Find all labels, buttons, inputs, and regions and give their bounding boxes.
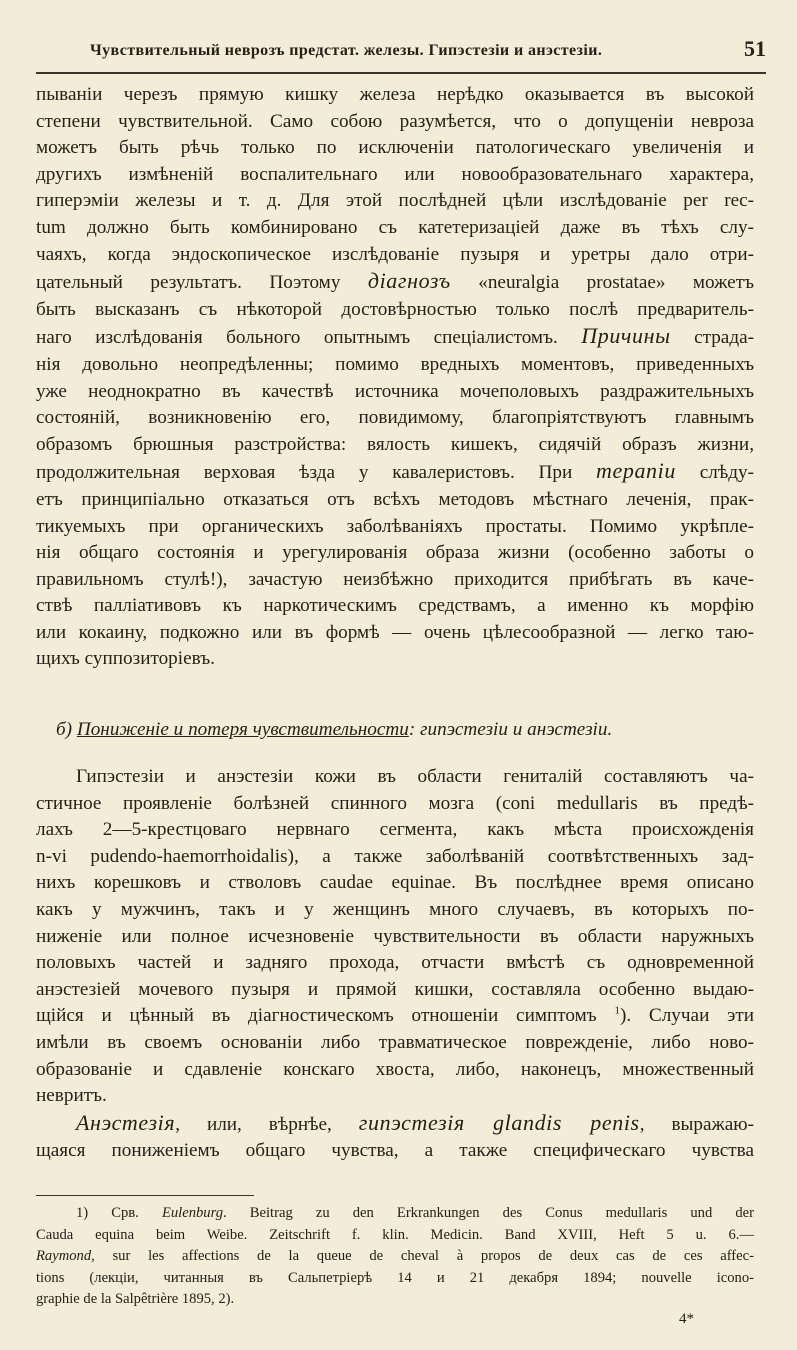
text-line [36, 323, 754, 352]
text-line: половыхъ частей и задняго прохода, отчасти вмѣстѣ съ одновременной [36, 952, 754, 974]
text-line: невритъ. [36, 1085, 107, 1107]
text-fragment: , выражаю- [639, 1113, 755, 1135]
text-line: или кокаину, подкожно или въ формѣ — очень цѣлесообразной — легко таю- [36, 621, 754, 643]
highlight-causes: Причины [581, 323, 671, 349]
section-title: Пониженiе и потеря чувствительности [76, 719, 409, 740]
text-line: правильномъ стулѣ!), зачастую неизбѣжно приходится прибѣгать въ каче- [36, 568, 754, 590]
text-line [36, 1110, 754, 1139]
text-fragment: цательный результатъ. Поэтому [36, 272, 368, 294]
author-name: Raymond [36, 1248, 92, 1264]
text-fragment: продолжительная верховая ѣзда у кавалеристовъ. При [36, 462, 596, 484]
text-fragment: . Beitrag zu den Erkrankungen des Conus medullaris und der [223, 1205, 754, 1221]
footnote-line: Cauda equina beim Weibe. Zeitschrift f. klin. Medicin. Band XVIII, Heft 5 u. 6.— [36, 1226, 754, 1243]
text-line: ниженiе или полное исчезновенiе чувствительности въ области наружныхъ [36, 925, 754, 947]
text-line: имѣли въ своемъ основанiи либо травматическое поврежденiе, либо ново- [36, 1031, 754, 1053]
text-line: tum должно быть комбинировано съ катетеризацiей даже въ тѣхъ слу- [36, 216, 754, 238]
footnote-line: tions (лекцiи, читанныя въ Сальпетрiерѣ 14 и 21 декабря 1894; nouvelle icono- [36, 1269, 754, 1286]
footnote-line [36, 1246, 754, 1268]
text-line: щихъ суппозиторiевъ. [36, 648, 215, 670]
footnote-rule [36, 1195, 254, 1196]
body-text-bottom [36, 764, 754, 1165]
text-line: анэстезiей мочевого пузыря и прямой кишки, составляла особенно выдаю- [36, 978, 754, 1000]
text-line: нiя общаго состоянiя и урегулированiя образа жизни (особенно заботы о [36, 542, 754, 564]
text-line: лахъ 2—5-крестцоваго нервнаго сегмента, какъ мѣста происхожденiя [36, 819, 754, 841]
running-head-title: Чувствительный неврозъ предстат. железы. Гипэстезiи и анэстезiи. [90, 42, 603, 59]
footnote-line [36, 1203, 754, 1225]
text-line: гиперэмiи железы и т. д. Для этой послѣдней цѣли изслѣдованiе per rec- [36, 190, 754, 212]
text-line: можетъ быть рѣчь только по исключенiи патологическаго увеличенiя и [36, 137, 754, 159]
text-fragment: , или, вѣрнѣе, [175, 1113, 359, 1135]
text-fragment: страда- [670, 327, 754, 349]
highlight-hypesthesia: гипэстезiя glandis penis [358, 1109, 640, 1135]
text-line: состоянiй, возникновенiю его, повидимому, благопрiятствуютъ главнымъ [36, 407, 754, 429]
text-fragment: «neuralgia prostatae» можетъ [450, 272, 754, 294]
text-line [36, 458, 754, 487]
text-line: нихъ корешковъ и стволовъ caudae equinae. Въ послѣднее время описано [36, 872, 754, 894]
section-marker: б) [56, 719, 73, 740]
text-line: Гипэстезiи и анэстезiи кожи въ области гениталiй составляютъ ча- [76, 766, 754, 787]
text-line: образомъ брюшныя разстройства: вялость кишекъ, сидячiй образъ жизни, [36, 433, 754, 455]
text-fragment: , sur les affections de la queue de cheval à propos de deux cas de ces affec- [91, 1248, 754, 1264]
text-line: ствѣ паллiативовъ къ наркотическимъ средствамъ, а именно къ морфiю [36, 595, 754, 617]
page-number: 51 [744, 36, 766, 61]
text-line: пыванiи черезъ прямую кишку железа нерѣдко оказывается въ высокой [36, 84, 754, 105]
text-line: нiя довольно неопредѣленны; помимо вредныхъ моментовъ, приведенныхъ [36, 353, 754, 375]
text-fragment: наго изслѣдованiя больного опытнымъ спецiалистомъ. [36, 327, 582, 349]
highlight-therapy: терапiи [596, 458, 676, 484]
author-name: Eulenburg [161, 1205, 224, 1221]
text-line [36, 268, 754, 297]
footnotes [36, 1203, 754, 1311]
text-line: n-vi pudendo-haemorrhoidalis), а также заболѣванiй соотвѣтственныхъ зад- [36, 845, 754, 867]
text-fragment: слѣду- [675, 462, 754, 484]
text-line: другихъ измѣненiй воспалительнаго или новообразовательнаго характера, [36, 163, 754, 185]
text-line: быть высказанъ съ нѣкоторой достовѣрностью только послѣ предваритель- [36, 298, 754, 320]
section-heading [56, 719, 756, 741]
text-line: уже неоднократно въ качествѣ источника мочеполовыхъ раздражительныхъ [36, 380, 754, 402]
text-line: етъ принципiально отказаться отъ всѣхъ методовъ мѣстнаго леченiя, прак- [36, 488, 754, 510]
text-line: какъ у мужчинъ, такъ и у женщинъ много случаевъ, въ которыхъ по- [36, 898, 754, 920]
text-line [36, 1003, 754, 1030]
section-subtitle: : гипэстезiи и анэстезiи. [408, 719, 613, 740]
printer-signature: 4* [679, 1311, 694, 1327]
highlight-diagnosis: дiагнозъ [367, 268, 451, 294]
text-line: тикуемыхъ при органическихъ заболѣванiяхъ простаты. Помимо укрѣпле- [36, 515, 754, 537]
text-fragment: ). Случаи эти [619, 1005, 754, 1027]
text-line: образованiе и сдавленiе конскаго хвоста, либо, наконецъ, множественный [36, 1058, 754, 1080]
footnote-line: graphie de la Salpêtrière 1895, 2). [36, 1291, 235, 1307]
text-line: чаяхъ, когда эндоскопическое изслѣдованiе пузыря и уретры дало отри- [36, 243, 754, 265]
footnote-reference[interactable]: 1 [614, 1004, 620, 1017]
text-line: степени чувствительной. Само собою разумѣется, что о допущенiи невроза [36, 110, 754, 132]
header-rule [36, 72, 766, 74]
text-line: щаяся пониженiемъ общаго чувства, а также специфическаго чувства [36, 1140, 754, 1162]
text-fragment: щiйся и цѣнный въ дiагностическомъ отношенiи симптомъ [36, 1005, 615, 1027]
highlight-anesthesia: Анэстезiя [76, 1109, 176, 1135]
text-line: стичное проявленiе болѣзней спинного мозга (coni medullaris въ предѣ- [36, 792, 754, 814]
text-fragment: 1) Срв. [76, 1205, 162, 1221]
running-head [36, 36, 766, 66]
body-text-top [36, 82, 754, 673]
